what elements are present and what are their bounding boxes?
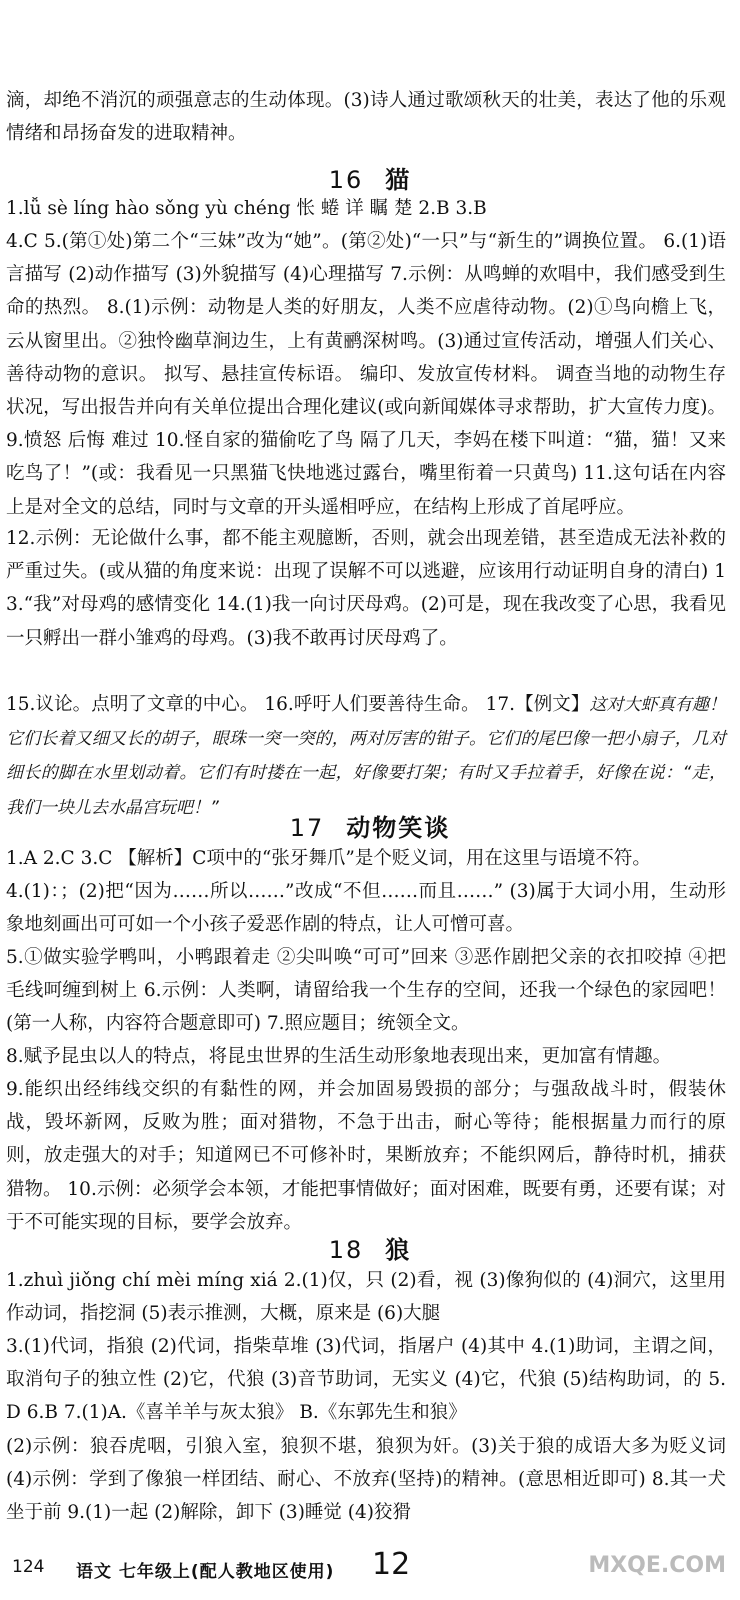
section-number: 16 [328, 166, 364, 194]
page-number: 124 [12, 1557, 45, 1577]
continuation-text: 滴，却绝不消沉的顽强意志的生动体现。(3)诗人通过歌颂秋天的壮美，表达了他的乐观情绪和昂扬奋发的进取精神。 [6, 90, 726, 145]
page-footer [8, 1547, 732, 1593]
answer-paragraph: 4.C 5.(第①处)第二个“三妹”改为“她”。(第②处)“一只”与“新生的”调换位置。 6.(1)语言描写 (2)动作描写 (3)外貌描写 (4)心理描写 7.示例：从鸣蝉的欢唱中，我们感受到生命的热烈。 8.(1)示例：动物是人类的好朋友，人类不应虐待动物。(2)①鸟向檐上飞，云从窗里出。②独怜幽草涧边生，上有黄鹂深树鸣。(3)通过宣传活动，增强人们关心、善待动物的意识。 拟写、悬挂宣传标语。 编印、发放宣传材料。 调查当地的动物生存状况，写出报告并向有关单位提出合理化建议(或向新闻媒体寻求帮助，扩大宣传力度)。 9.愤怒 后悔 难过 10.怪自家的猫偷吃了鸟 隔了几天，李妈在楼下叫道：“猫，猫！又来吃鸟了！”(或：我看见一只黑猫飞快地逃过露台，嘴里衔着一只黄鸟) 11.这句话在内容上是对全文的总结，同时与文章的开头遥相呼应，在结构上形成了首尾呼应。 [6, 231, 726, 518]
section-number: 17 [289, 814, 325, 842]
answer-paragraph: 4.(1)：；(2)把“因为……所以……”改成“不但……而且……” (3)属于大词小用，生动形象地刻画出可可如一个小孩子爱恶作剧的特点，让人可憎可喜。 [6, 881, 726, 936]
answer-paragraph: 1.zhuì jiǒng chí mèi míng xiá 2.(1)仅，只 (2)看，视 (3)像狗似的 (4)洞穴，这里用作动词，指挖洞 (5)表示推测，大概，原来是 (6)大腿 [6, 1270, 726, 1325]
answer-paragraph: (2)示例：狼吞虎咽，引狼入室，狼狈不堪，狼狈为奸。(3)关于狼的成语大多为贬义词 (4)示例：学到了像狼一样团结、耐心、不放弃(坚持)的精神。(意思相近即可) 8.其一犬坐于前 9.(1)一起 (2)解除，卸下 (3)睡觉 (4)狡猾 [6, 1436, 726, 1524]
answer-text: 15.议论。点明了文章的中心。 16.呼吁人们要善待生命。 17.【例文】 [6, 694, 590, 715]
section-title: 猫 [385, 165, 412, 194]
example-essay: 这对大虾真有趣！它们长着又细又长的胡子，眼珠一突一突的，两对厉害的钳子。它们的尾巴像一把小扇子，几对细长的脚在水里划动着。它们有时搂在一起，好像要打架；有时又手拉着手，好像在说：“走，我们一块儿去水晶宫玩吧！” [6, 695, 726, 818]
section-title: 动物笑谈 [346, 813, 451, 842]
answer-paragraph: 9.能织出经纬线交织的有黏性的网，并会加固易毁损的部分；与强敌战斗时，假装休战，毁坏新网，反败为胜；面对猎物，不急于出击，耐心等待；能根据量力而行的原则，放走强大的对手；知道网已不可修补时，果断放弃；不能织网后，静待时机，捕获猎物。 10.示例：必须学会本领，才能把事情做好；面对困难，既要有勇，还要有谋；对于不可能实现的目标，要学会放弃。 [6, 1079, 726, 1233]
answer-paragraph [6, 688, 726, 825]
section-heading-18 [0, 1230, 740, 1265]
section-heading-16 [0, 160, 740, 195]
book-subject: 语文 七年级上(配人教地区使用) [76, 1562, 335, 1582]
answer-paragraph: 1.A 2.C 3.C 【解析】C项中的“张牙舞爪”是个贬义词，用在这里与语境不符。 [6, 848, 651, 869]
answer-paragraph: 3.(1)代词，指狼 (2)代词，指柴草堆 (3)代词，指屠户 (4)其中 4.(1)助词，主谓之间，取消句子的独立性 (2)它，代狼 (3)音节助词，无实义 (4)它，代狼 (5)结构助词，的 5.D 6.B 7.(1)A.《喜羊羊与灰太狼》 B.《东郭先生和狼》 [6, 1336, 726, 1424]
answer-paragraph: 5.①做实验学鸭叫，小鸭跟着走 ②尖叫唤“可可”回来 ③恶作剧把父亲的衣扣咬掉 ④把毛线呵缠到树上 6.示例：人类啊，请留给我一个生存的空间，还我一个绿色的家园吧！(第一人称，内容符合题意即可) 7.照应题目；统领全文。 [6, 947, 726, 1035]
section-title: 狼 [385, 1235, 412, 1264]
answer-paragraph: 12.示例：无论做什么事，都不能主观臆断，否则，就会出现差错，甚至造成无法补救的严重过失。(或从猫的角度来说：出现了误解不可以逃避，应该用行动证明自身的清白) 13.“我”对母鸡的感情变化 14.(1)我一向讨厌母鸡。(2)可是，现在我改变了心思，我看见一只孵出一群小雏鸡的母鸡。(3)我不敢再讨厌母鸡了。 [6, 528, 726, 649]
handwritten-mark: 12 [372, 1547, 411, 1582]
watermark-logo: MXQE.COM [588, 1553, 726, 1578]
section-number: 18 [328, 1236, 364, 1264]
answer-paragraph: 8.赋予昆虫以人的特点，将昆虫世界的生活生动形象地表现出来，更加富有情趣。 [6, 1046, 672, 1067]
section-heading-17 [0, 808, 740, 843]
answer-paragraph: 1.lǚ sè líng hào sǒng yù chéng 怅 蜷 详 瞩 楚 2.B 3.B [6, 198, 487, 219]
